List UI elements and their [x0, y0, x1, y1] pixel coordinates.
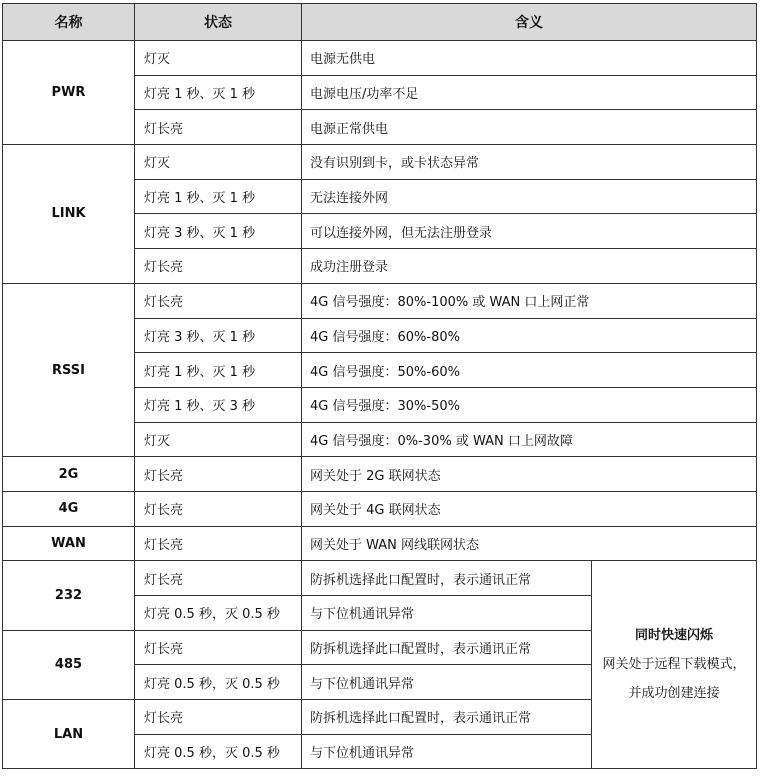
indicator-meaning: 4G 信号强度：60%-80%	[302, 318, 757, 353]
indicator-state: 灯灭	[135, 422, 302, 457]
table-row	[3, 561, 757, 596]
indicator-name: PWR	[3, 41, 135, 145]
table-row	[3, 283, 757, 318]
indicator-meaning: 电源电压/功率不足	[302, 75, 757, 110]
indicator-state: 灯亮 1 秒、灭 1 秒	[135, 353, 302, 388]
indicator-meaning: 4G 信号强度：30%-50%	[302, 387, 757, 422]
indicator-meaning: 防拆机选择此口配置时，表示通讯正常	[302, 700, 592, 735]
table-row	[3, 491, 757, 526]
header-state: 状态	[135, 4, 302, 41]
indicator-state: 灯亮 1 秒、灭 3 秒	[135, 387, 302, 422]
indicator-state: 灯长亮	[135, 249, 302, 284]
indicator-meaning: 与下位机通讯异常	[302, 665, 592, 700]
table-row	[3, 457, 757, 492]
table-header-row	[3, 4, 757, 41]
indicator-state: 灯亮 1 秒、灭 1 秒	[135, 179, 302, 214]
table-row	[3, 526, 757, 561]
indicator-state: 灯亮 3 秒、灭 1 秒	[135, 214, 302, 249]
table-row	[3, 41, 757, 76]
indicator-meaning: 与下位机通讯异常	[302, 734, 592, 769]
indicator-meaning: 网关处于 WAN 网线联网状态	[302, 526, 757, 561]
indicator-meaning: 网关处于 2G 联网状态	[302, 457, 757, 492]
indicator-meaning: 电源正常供电	[302, 110, 757, 145]
indicator-meaning: 电源无供电	[302, 41, 757, 76]
indicator-state: 灯亮 0.5 秒，灭 0.5 秒	[135, 665, 302, 700]
indicator-state: 灯长亮	[135, 561, 302, 596]
indicator-meaning: 可以连接外网，但无法注册登录	[302, 214, 757, 249]
indicator-meaning: 4G 信号强度：0%-30% 或 WAN 口上网故障	[302, 422, 757, 457]
indicator-name: 485	[3, 630, 135, 699]
indicator-state: 灯灭	[135, 145, 302, 180]
table-body	[3, 41, 757, 769]
indicator-state: 灯长亮	[135, 457, 302, 492]
indicator-meaning: 网关处于 4G 联网状态	[302, 491, 757, 526]
indicator-meaning: 成功注册登录	[302, 249, 757, 284]
indicator-meaning: 4G 信号强度：50%-60%	[302, 353, 757, 388]
indicator-state: 灯灭	[135, 41, 302, 76]
indicator-state: 灯亮 0.5 秒，灭 0.5 秒	[135, 734, 302, 769]
indicator-meaning: 与下位机通讯异常	[302, 596, 592, 631]
indicator-state: 灯长亮	[135, 110, 302, 145]
indicator-name: 4G	[3, 491, 135, 526]
note-line-2: 并成功创建连接	[628, 686, 720, 702]
indicator-meaning: 防拆机选择此口配置时，表示通讯正常	[302, 561, 592, 596]
indicator-state: 灯长亮	[135, 491, 302, 526]
indicator-state: 灯亮 3 秒、灭 1 秒	[135, 318, 302, 353]
note-line-1: 网关处于远程下载模式，	[602, 657, 746, 673]
indicator-name: WAN	[3, 526, 135, 561]
indicator-name: 2G	[3, 457, 135, 492]
indicator-name: LAN	[3, 700, 135, 769]
indicator-name: LINK	[3, 145, 135, 284]
led-status-table	[2, 3, 757, 769]
indicator-state: 灯长亮	[135, 700, 302, 735]
header-meaning: 含义	[302, 4, 757, 41]
indicator-meaning: 无法连接外网	[302, 179, 757, 214]
indicator-state: 灯长亮	[135, 630, 302, 665]
header-name: 名称	[3, 4, 135, 41]
indicator-name: RSSI	[3, 283, 135, 456]
indicator-name: 232	[3, 561, 135, 630]
indicator-state: 灯亮 1 秒、灭 1 秒	[135, 75, 302, 110]
indicator-state: 灯长亮	[135, 526, 302, 561]
indicator-meaning: 4G 信号强度：80%-100% 或 WAN 口上网正常	[302, 283, 757, 318]
indicator-meaning: 没有识别到卡，或卡状态异常	[302, 145, 757, 180]
indicator-state: 灯长亮	[135, 283, 302, 318]
indicator-meaning: 防拆机选择此口配置时，表示通讯正常	[302, 630, 592, 665]
remote-download-note	[592, 561, 757, 769]
indicator-state: 灯亮 0.5 秒，灭 0.5 秒	[135, 596, 302, 631]
note-title: 同时快速闪烁	[634, 628, 713, 644]
table-row	[3, 145, 757, 180]
